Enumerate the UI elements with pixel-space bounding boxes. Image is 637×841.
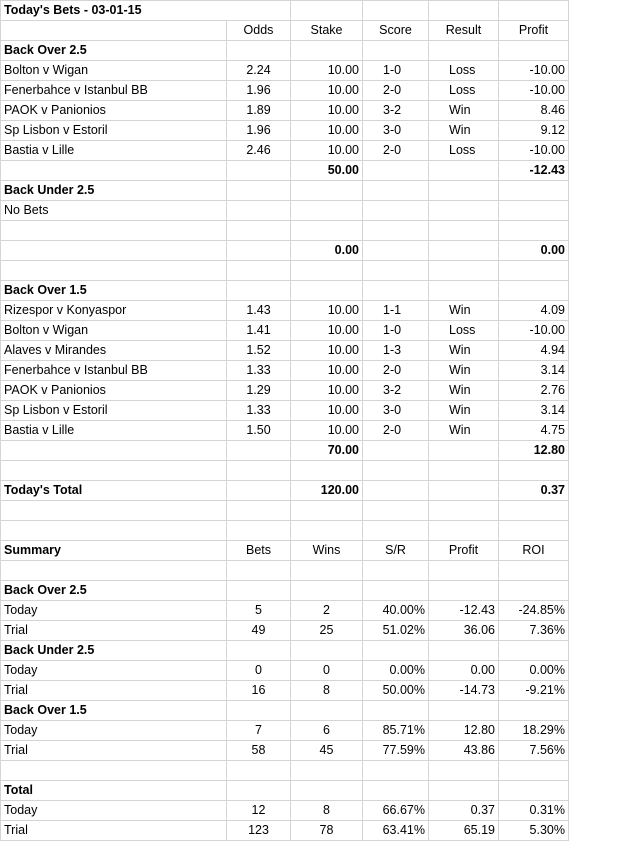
stake-cell: 10.00 bbox=[291, 341, 363, 361]
blank-row bbox=[1, 461, 569, 481]
cell bbox=[363, 761, 429, 781]
profit-cell: 4.09 bbox=[499, 301, 569, 321]
profit-cell: 8.46 bbox=[499, 101, 569, 121]
wins-cell: 8 bbox=[291, 681, 363, 701]
summary-row bbox=[1, 621, 569, 641]
bet-row bbox=[1, 321, 569, 341]
cell bbox=[429, 281, 499, 301]
bets-cell: 7 bbox=[227, 721, 291, 741]
profit-cell: -10.00 bbox=[499, 141, 569, 161]
profit-cell: 0.00 bbox=[429, 661, 499, 681]
header-result: Result bbox=[429, 21, 499, 41]
header-bets: Bets bbox=[227, 541, 291, 561]
profit-cell: -14.73 bbox=[429, 681, 499, 701]
profit-cell: 43.86 bbox=[429, 741, 499, 761]
cell bbox=[429, 181, 499, 201]
result-cell: Win bbox=[429, 121, 499, 141]
cell bbox=[227, 41, 291, 61]
section-title: Back Over 2.5 bbox=[1, 41, 227, 61]
cell bbox=[227, 441, 291, 461]
score-cell: 3-2 bbox=[363, 101, 429, 121]
stake-cell: 10.00 bbox=[291, 101, 363, 121]
score-cell: 1-0 bbox=[363, 321, 429, 341]
cell bbox=[363, 701, 429, 721]
bet-row bbox=[1, 101, 569, 121]
score-cell: 1-1 bbox=[363, 301, 429, 321]
summary-label: Today bbox=[1, 721, 227, 741]
summary-label: Trial bbox=[1, 621, 227, 641]
wins-cell: 0 bbox=[291, 661, 363, 681]
cell bbox=[1, 221, 227, 241]
odds-cell: 1.89 bbox=[227, 101, 291, 121]
score-cell: 2-0 bbox=[363, 361, 429, 381]
blank-row bbox=[1, 501, 569, 521]
summary-row bbox=[1, 681, 569, 701]
profit-cell: 3.14 bbox=[499, 361, 569, 381]
profit-cell: 3.14 bbox=[499, 401, 569, 421]
wins-cell: 25 bbox=[291, 621, 363, 641]
cell bbox=[429, 701, 499, 721]
section-total-row bbox=[1, 441, 569, 461]
header-profit: Profit bbox=[429, 541, 499, 561]
match-cell: Bolton v Wigan bbox=[1, 321, 227, 341]
result-cell: Win bbox=[429, 381, 499, 401]
score-cell: 2-0 bbox=[363, 141, 429, 161]
cell bbox=[429, 761, 499, 781]
roi-cell: 0.00% bbox=[499, 661, 569, 681]
total-profit-cell: -12.43 bbox=[499, 161, 569, 181]
sr-cell: 85.71% bbox=[363, 721, 429, 741]
cell bbox=[227, 761, 291, 781]
odds-cell: 1.52 bbox=[227, 341, 291, 361]
cell bbox=[429, 261, 499, 281]
cell bbox=[363, 781, 429, 801]
roi-cell: 7.56% bbox=[499, 741, 569, 761]
cell bbox=[429, 521, 499, 541]
bets-cell: 0 bbox=[227, 661, 291, 681]
total-stake-cell: 50.00 bbox=[291, 161, 363, 181]
summary-group-row bbox=[1, 701, 569, 721]
profit-cell: 4.94 bbox=[499, 341, 569, 361]
cell bbox=[227, 481, 291, 501]
cell bbox=[227, 241, 291, 261]
cell bbox=[227, 501, 291, 521]
stake-cell: 10.00 bbox=[291, 141, 363, 161]
sr-cell: 40.00% bbox=[363, 601, 429, 621]
summary-label: Today bbox=[1, 661, 227, 681]
result-cell: Loss bbox=[429, 61, 499, 81]
cell bbox=[429, 641, 499, 661]
bets-cell: 5 bbox=[227, 601, 291, 621]
total-stake-cell: 0.00 bbox=[291, 241, 363, 261]
bet-row bbox=[1, 141, 569, 161]
bet-row bbox=[1, 121, 569, 141]
no-bets-cell: No Bets bbox=[1, 201, 227, 221]
summary-row bbox=[1, 661, 569, 681]
match-cell: Sp Lisbon v Estoril bbox=[1, 401, 227, 421]
bet-row bbox=[1, 381, 569, 401]
profit-cell: -10.00 bbox=[499, 81, 569, 101]
bet-row bbox=[1, 61, 569, 81]
cell bbox=[1, 261, 227, 281]
cell bbox=[363, 561, 429, 581]
summary-title: Summary bbox=[1, 541, 227, 561]
cell bbox=[1, 21, 227, 41]
cell bbox=[363, 41, 429, 61]
cell bbox=[363, 461, 429, 481]
wins-cell: 8 bbox=[291, 801, 363, 821]
section-title: Back Under 2.5 bbox=[1, 181, 227, 201]
cell bbox=[499, 501, 569, 521]
result-cell: Win bbox=[429, 101, 499, 121]
summary-header-row bbox=[1, 541, 569, 561]
section-total-row bbox=[1, 241, 569, 261]
cell bbox=[499, 581, 569, 601]
match-cell: PAOK v Panionios bbox=[1, 101, 227, 121]
cell bbox=[1, 501, 227, 521]
cell bbox=[429, 221, 499, 241]
summary-group-title: Back Over 2.5 bbox=[1, 581, 227, 601]
stake-cell: 10.00 bbox=[291, 381, 363, 401]
profit-cell: -10.00 bbox=[499, 61, 569, 81]
odds-cell: 1.41 bbox=[227, 321, 291, 341]
summary-row bbox=[1, 801, 569, 821]
cell bbox=[227, 201, 291, 221]
cell bbox=[227, 281, 291, 301]
section-total-row bbox=[1, 161, 569, 181]
match-cell: Rizespor v Konyaspor bbox=[1, 301, 227, 321]
cell bbox=[499, 761, 569, 781]
cell bbox=[291, 261, 363, 281]
bets-cell: 12 bbox=[227, 801, 291, 821]
cell bbox=[363, 481, 429, 501]
profit-cell: -12.43 bbox=[429, 601, 499, 621]
cell bbox=[499, 281, 569, 301]
blank-row bbox=[1, 561, 569, 581]
header-row bbox=[1, 21, 569, 41]
cell bbox=[499, 221, 569, 241]
cell bbox=[429, 581, 499, 601]
header-sr: S/R bbox=[363, 541, 429, 561]
blank-row bbox=[1, 761, 569, 781]
cell bbox=[1, 521, 227, 541]
cell bbox=[1, 761, 227, 781]
blank-row bbox=[1, 521, 569, 541]
section-header-row bbox=[1, 281, 569, 301]
summary-group-row bbox=[1, 581, 569, 601]
score-cell: 3-0 bbox=[363, 401, 429, 421]
summary-label: Trial bbox=[1, 821, 227, 841]
result-cell: Loss bbox=[429, 141, 499, 161]
profit-cell: 12.80 bbox=[429, 721, 499, 741]
bet-row bbox=[1, 421, 569, 441]
roi-cell: 18.29% bbox=[499, 721, 569, 741]
cell bbox=[499, 261, 569, 281]
cell bbox=[291, 201, 363, 221]
cell bbox=[363, 501, 429, 521]
cell bbox=[499, 641, 569, 661]
sr-cell: 0.00% bbox=[363, 661, 429, 681]
header-profit: Profit bbox=[499, 21, 569, 41]
summary-group-title: Back Under 2.5 bbox=[1, 641, 227, 661]
cell bbox=[363, 181, 429, 201]
cell bbox=[291, 761, 363, 781]
cell bbox=[227, 781, 291, 801]
cell bbox=[227, 261, 291, 281]
cell bbox=[291, 701, 363, 721]
wins-cell: 6 bbox=[291, 721, 363, 741]
result-cell: Loss bbox=[429, 321, 499, 341]
cell bbox=[227, 701, 291, 721]
odds-cell: 1.96 bbox=[227, 121, 291, 141]
result-cell: Win bbox=[429, 341, 499, 361]
cell bbox=[291, 1, 363, 21]
cell bbox=[499, 181, 569, 201]
cell bbox=[363, 241, 429, 261]
summary-label: Trial bbox=[1, 741, 227, 761]
odds-cell: 2.46 bbox=[227, 141, 291, 161]
odds-cell: 1.29 bbox=[227, 381, 291, 401]
score-cell: 1-3 bbox=[363, 341, 429, 361]
cell bbox=[363, 521, 429, 541]
total-stake-cell: 70.00 bbox=[291, 441, 363, 461]
score-cell: 3-0 bbox=[363, 121, 429, 141]
cell bbox=[227, 641, 291, 661]
roi-cell: -24.85% bbox=[499, 601, 569, 621]
todays-total-label: Today's Total bbox=[1, 481, 227, 501]
bet-row bbox=[1, 401, 569, 421]
cell bbox=[363, 1, 429, 21]
cell bbox=[499, 1, 569, 21]
match-cell: Bolton v Wigan bbox=[1, 61, 227, 81]
summary-row bbox=[1, 721, 569, 741]
cell bbox=[499, 561, 569, 581]
cell bbox=[291, 781, 363, 801]
profit-cell: -10.00 bbox=[499, 321, 569, 341]
score-cell: 2-0 bbox=[363, 81, 429, 101]
cell bbox=[429, 501, 499, 521]
header-stake: Stake bbox=[291, 21, 363, 41]
cell bbox=[227, 461, 291, 481]
stake-cell: 10.00 bbox=[291, 61, 363, 81]
cell bbox=[429, 1, 499, 21]
score-cell: 3-2 bbox=[363, 381, 429, 401]
cell bbox=[429, 161, 499, 181]
stake-cell: 10.00 bbox=[291, 121, 363, 141]
cell bbox=[499, 461, 569, 481]
cell bbox=[429, 461, 499, 481]
cell bbox=[429, 201, 499, 221]
cell bbox=[429, 241, 499, 261]
wins-cell: 45 bbox=[291, 741, 363, 761]
summary-group-title: Back Over 1.5 bbox=[1, 701, 227, 721]
odds-cell: 1.43 bbox=[227, 301, 291, 321]
cell bbox=[429, 481, 499, 501]
sr-cell: 50.00% bbox=[363, 681, 429, 701]
cell bbox=[1, 441, 227, 461]
cell bbox=[429, 441, 499, 461]
cell bbox=[1, 241, 227, 261]
header-roi: ROI bbox=[499, 541, 569, 561]
cell bbox=[363, 261, 429, 281]
wins-cell: 2 bbox=[291, 601, 363, 621]
result-cell: Loss bbox=[429, 81, 499, 101]
bets-cell: 49 bbox=[227, 621, 291, 641]
cell bbox=[291, 181, 363, 201]
bets-cell: 16 bbox=[227, 681, 291, 701]
header-score: Score bbox=[363, 21, 429, 41]
bets-cell: 58 bbox=[227, 741, 291, 761]
cell bbox=[429, 41, 499, 61]
section-header-row bbox=[1, 41, 569, 61]
cell bbox=[1, 561, 227, 581]
cell bbox=[291, 581, 363, 601]
odds-cell: 1.50 bbox=[227, 421, 291, 441]
profit-cell: 65.19 bbox=[429, 821, 499, 841]
stake-cell: 10.00 bbox=[291, 361, 363, 381]
cell bbox=[291, 501, 363, 521]
summary-label: Today bbox=[1, 801, 227, 821]
stake-cell: 10.00 bbox=[291, 401, 363, 421]
header-wins: Wins bbox=[291, 541, 363, 561]
stake-cell: 10.00 bbox=[291, 321, 363, 341]
cell bbox=[291, 641, 363, 661]
cell bbox=[363, 221, 429, 241]
bet-row bbox=[1, 341, 569, 361]
bets-cell: 123 bbox=[227, 821, 291, 841]
roi-cell: 5.30% bbox=[499, 821, 569, 841]
match-cell: Bastia v Lille bbox=[1, 141, 227, 161]
blank-row bbox=[1, 221, 569, 241]
summary-row bbox=[1, 601, 569, 621]
roi-cell: 7.36% bbox=[499, 621, 569, 641]
result-cell: Win bbox=[429, 361, 499, 381]
summary-group-row bbox=[1, 641, 569, 661]
cell bbox=[499, 201, 569, 221]
blank-row bbox=[1, 261, 569, 281]
sr-cell: 66.67% bbox=[363, 801, 429, 821]
cell bbox=[499, 781, 569, 801]
cell bbox=[363, 641, 429, 661]
cell bbox=[499, 41, 569, 61]
match-cell: Sp Lisbon v Estoril bbox=[1, 121, 227, 141]
summary-label: Trial bbox=[1, 681, 227, 701]
odds-cell: 1.33 bbox=[227, 401, 291, 421]
cell bbox=[1, 161, 227, 181]
cell bbox=[291, 221, 363, 241]
match-cell: PAOK v Panionios bbox=[1, 381, 227, 401]
no-bets-row bbox=[1, 201, 569, 221]
cell bbox=[499, 701, 569, 721]
cell bbox=[429, 781, 499, 801]
todays-total-profit: 0.37 bbox=[499, 481, 569, 501]
cell bbox=[429, 561, 499, 581]
profit-cell: 9.12 bbox=[499, 121, 569, 141]
cell bbox=[227, 521, 291, 541]
cell bbox=[227, 161, 291, 181]
match-cell: Alaves v Mirandes bbox=[1, 341, 227, 361]
summary-group-title: Total bbox=[1, 781, 227, 801]
cell bbox=[291, 41, 363, 61]
sheet-title: Today's Bets - 03-01-15 bbox=[1, 1, 291, 21]
result-cell: Win bbox=[429, 401, 499, 421]
summary-row bbox=[1, 741, 569, 761]
sr-cell: 63.41% bbox=[363, 821, 429, 841]
score-cell: 1-0 bbox=[363, 61, 429, 81]
cell bbox=[227, 181, 291, 201]
sr-cell: 51.02% bbox=[363, 621, 429, 641]
summary-row bbox=[1, 821, 569, 841]
cell bbox=[363, 581, 429, 601]
profit-cell: 0.37 bbox=[429, 801, 499, 821]
profit-cell: 36.06 bbox=[429, 621, 499, 641]
cell bbox=[291, 461, 363, 481]
section-header-row bbox=[1, 181, 569, 201]
odds-cell: 1.33 bbox=[227, 361, 291, 381]
match-cell: Bastia v Lille bbox=[1, 421, 227, 441]
cell bbox=[227, 221, 291, 241]
roi-cell: 0.31% bbox=[499, 801, 569, 821]
cell bbox=[363, 161, 429, 181]
bet-row bbox=[1, 301, 569, 321]
header-odds: Odds bbox=[227, 21, 291, 41]
section-title: Back Over 1.5 bbox=[1, 281, 227, 301]
cell bbox=[499, 521, 569, 541]
todays-total-row bbox=[1, 481, 569, 501]
stake-cell: 10.00 bbox=[291, 81, 363, 101]
cell bbox=[363, 441, 429, 461]
result-cell: Win bbox=[429, 421, 499, 441]
wins-cell: 78 bbox=[291, 821, 363, 841]
result-cell: Win bbox=[429, 301, 499, 321]
profit-cell: 4.75 bbox=[499, 421, 569, 441]
odds-cell: 2.24 bbox=[227, 61, 291, 81]
total-profit-cell: 0.00 bbox=[499, 241, 569, 261]
cell bbox=[363, 201, 429, 221]
summary-group-row bbox=[1, 781, 569, 801]
summary-label: Today bbox=[1, 601, 227, 621]
odds-cell: 1.96 bbox=[227, 81, 291, 101]
title-row bbox=[1, 1, 569, 21]
bet-row bbox=[1, 361, 569, 381]
match-cell: Fenerbahce v Istanbul BB bbox=[1, 361, 227, 381]
todays-total-stake: 120.00 bbox=[291, 481, 363, 501]
cell bbox=[291, 561, 363, 581]
total-profit-cell: 12.80 bbox=[499, 441, 569, 461]
cell bbox=[291, 521, 363, 541]
bet-row bbox=[1, 81, 569, 101]
match-cell: Fenerbahce v Istanbul BB bbox=[1, 81, 227, 101]
cell bbox=[363, 281, 429, 301]
roi-cell: -9.21% bbox=[499, 681, 569, 701]
stake-cell: 10.00 bbox=[291, 421, 363, 441]
cell bbox=[291, 281, 363, 301]
cell bbox=[1, 461, 227, 481]
cell bbox=[227, 561, 291, 581]
stake-cell: 10.00 bbox=[291, 301, 363, 321]
score-cell: 2-0 bbox=[363, 421, 429, 441]
sr-cell: 77.59% bbox=[363, 741, 429, 761]
profit-cell: 2.76 bbox=[499, 381, 569, 401]
cell bbox=[227, 581, 291, 601]
